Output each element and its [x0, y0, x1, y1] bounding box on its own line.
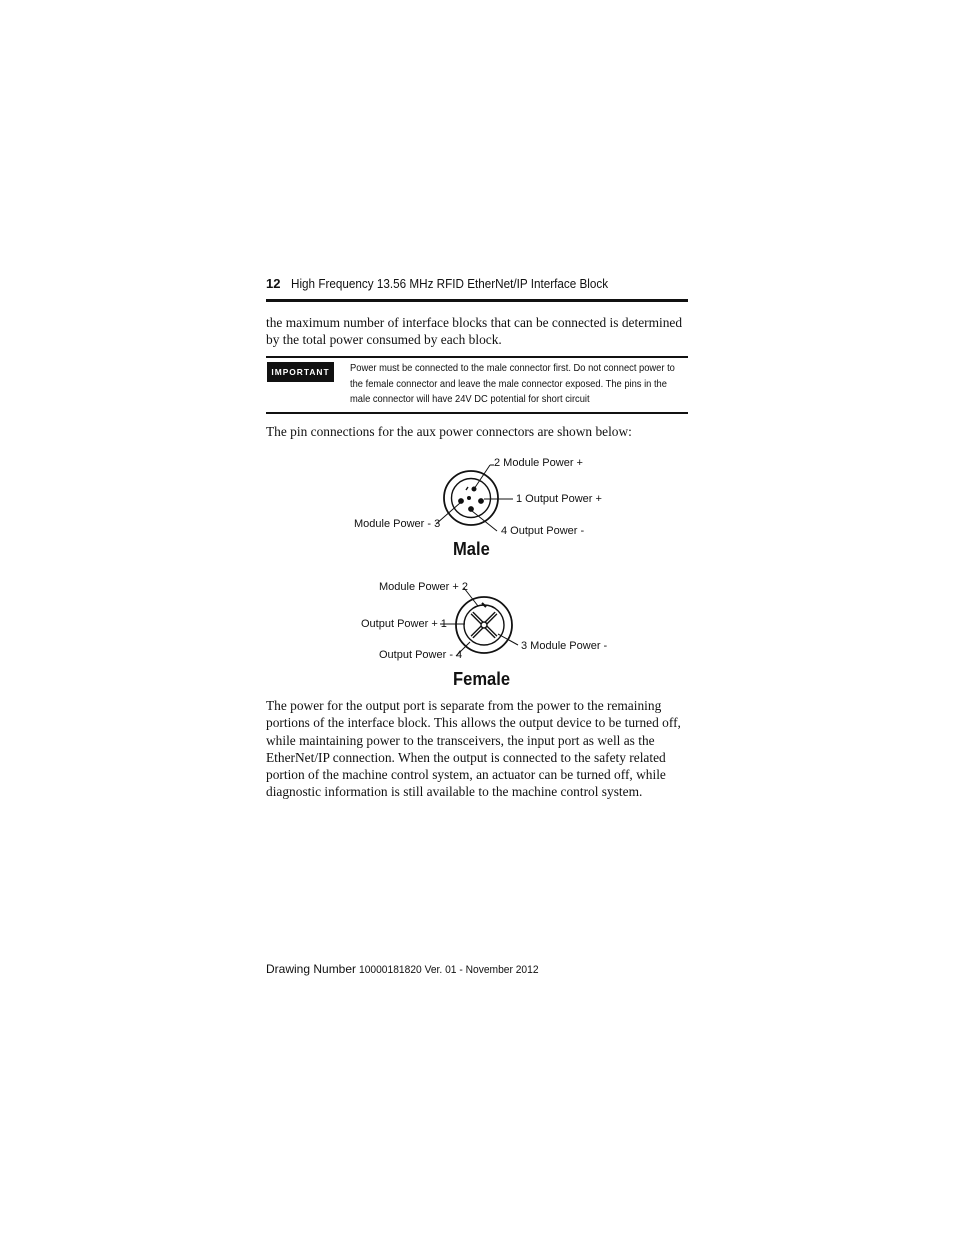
- page-number: 12: [266, 276, 281, 291]
- pin-intro-paragraph: The pin connections for the aux power connectors are shown below:: [266, 424, 632, 439]
- male-pin1-label: 1 Output Power +: [516, 493, 602, 505]
- drawing-number-label: Drawing Number: [266, 962, 357, 976]
- male-pin2-label: 2 Module Power +: [494, 457, 583, 469]
- female-pin4-label: Output Power - 4: [379, 649, 463, 661]
- male-connector-drawing: [436, 465, 513, 531]
- male-caption: Male: [453, 539, 490, 559]
- female-pin1-label: Output Power + 1: [361, 618, 447, 630]
- output-port-paragraph: The power for the output port is separate from the power to the remaining portions of the interface block. This allows the output device to be turned off, while maintaining power to the transceivers, the input port as well as the EtherNet/IP connection. When the output is connected to the safety related portion of the machine control system, an actuator can be turned off, while diagnostic information is still available to the machine control system.: [266, 698, 681, 800]
- male-pin3-label: Module Power - 3: [354, 518, 441, 530]
- female-caption: Female: [453, 669, 511, 689]
- page-footer: [266, 962, 559, 976]
- female-connector-drawing: [440, 588, 518, 656]
- drawing-number-id: 10000181820 Ver. 01 - November 2012: [359, 964, 539, 976]
- important-badge: IMPORTANT: [267, 362, 334, 382]
- important-text: Power must be connected to the male connector first. Do not connect power to the female connector and leave the male connector exposed. The pins in the male connector will have 24V DC potential for short circuit: [350, 363, 675, 406]
- female-pin2-label: Module Power + 2: [379, 581, 468, 593]
- male-pin4-label: 4 Output Power -: [501, 525, 585, 537]
- running-title: High Frequency 13.56 MHz RFID EtherNet/IP Interface Block: [291, 276, 609, 291]
- female-pin3-label: 3 Module Power -: [521, 640, 608, 652]
- intro-paragraph: the maximum number of interface blocks that can be connected is determined by the total power consumed by each block.: [266, 315, 683, 348]
